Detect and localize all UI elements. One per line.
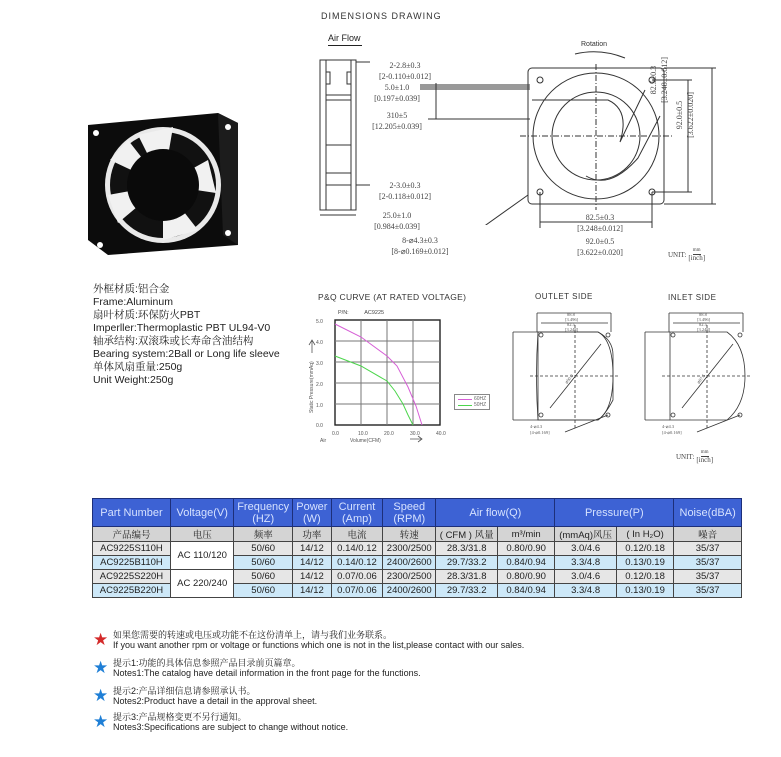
svg-text:2.0: 2.0 [316, 382, 323, 388]
table-row: AC9225B220H 50/60 14/12 0.07/0.06 2400/2600 29.7/33.2 0.84/0.94 3.3/4.8 0.13/0.19 35/37 [93, 584, 742, 598]
note-contact: ★ 如果您需要的转速或电压或功能不在这份清单上，请与我们业务联系。 If you want another rpm or voltage or functions which one is not in the list,please contact with our sales. [93, 630, 525, 650]
spec-table [92, 498, 742, 598]
svg-text:30.0: 30.0 [410, 431, 420, 437]
header-frequency: Frequency (HZ) [234, 499, 292, 527]
svg-text:40.0: 40.0 [436, 431, 446, 437]
dim-side-5: 25.0±1.0 [0.984±0.039] [374, 211, 420, 231]
outlet-side-title: OUTLET SIDE [535, 292, 593, 301]
header-airflow: Air flow(Q) [436, 499, 555, 527]
svg-text:0.0: 0.0 [332, 431, 339, 437]
y-arrow-icon [309, 340, 315, 353]
pq-chart-title: P&Q CURVE (AT RATED VOLTAGE) [318, 292, 467, 302]
table-row: AC9225S220H AC 220/240 50/60 14/12 0.07/0.06 2300/2500 28.3/31.8 0.80/0.90 3.0/4.6 0.12/0.18 35/37 [93, 570, 742, 584]
svg-text:4-⌀4.3: 4-⌀4.3 [530, 424, 543, 429]
inlet-side-title: INLET SIDE [668, 293, 717, 302]
svg-text:88.8: 88.8 [567, 312, 575, 317]
svg-text:0.0: 0.0 [316, 423, 323, 429]
note-2: ★ 提示2:产品详细信息请参照承认书。 Notes2:Product have a detail in the approval sheet. [93, 686, 318, 706]
header-power: Power (W) [292, 499, 331, 527]
note-3: ★ 提示3:产品规格变更不另行通知。 Notes3:Specifications are subject to change without notice. [93, 712, 349, 732]
header-current: Current (Amp) [331, 499, 382, 527]
dim-front-outer-h: 92.0±0.5 [3.622±0.020] [577, 237, 623, 257]
table-row: AC9225S110H AC 110/120 50/60 14/12 0.14/0.12 2300/2500 28.3/31.8 0.80/0.90 3.0/4.6 0.12/0.18 35/37 [93, 542, 742, 556]
dim-front-hole-h: 82.5±0.3 [3.248±0.012] [577, 213, 623, 233]
rotation-label: Rotation [581, 41, 608, 48]
dim-side-2: 5.0±1.0 [0.197±0.039] [374, 83, 420, 103]
star-icon: ★ [93, 658, 109, 677]
legend-swatch-60hz [458, 399, 472, 400]
unit-label-inlet: UNIT: mm [inch] [676, 450, 714, 464]
dim-front-hole-v: 82.5±0.3 [3.248±0.012] [649, 57, 669, 103]
y-tick: 5.0 [316, 319, 323, 325]
svg-text:88.8: 88.8 [699, 312, 707, 317]
svg-text:[4-⌀0.169]: [4-⌀0.169] [662, 430, 682, 435]
svg-text:[4-⌀0.169]: [4-⌀0.169] [530, 430, 550, 435]
svg-text:4.0: 4.0 [316, 340, 323, 346]
header-pressure: Pressure(P) [555, 499, 674, 527]
header-speed: Speed (RPM) [383, 499, 436, 527]
pq-chart [305, 315, 465, 445]
svg-text:3.0: 3.0 [316, 361, 323, 367]
header-part-number: Part Number [93, 499, 171, 527]
svg-text:[3.248]: [3.248] [697, 327, 711, 332]
star-icon: ★ [93, 712, 109, 731]
svg-text:1.0: 1.0 [316, 403, 323, 409]
dim-side-6: 8-⌀4.3±0.3 [8-⌀0.169±0.012] [391, 236, 449, 256]
table-subheader-row: 产品编号 电压 频率 功率 电流 转速 ( CFM ) 风量 m³/min (mmAq)风压 ( In H₂O) 噪音 [93, 527, 742, 542]
svg-text:[3.496]: [3.496] [565, 317, 579, 322]
outlet-side-drawing [505, 310, 625, 440]
front-view-drawing [520, 50, 730, 230]
svg-text:82.5: 82.5 [699, 322, 707, 327]
table-header-row [93, 499, 742, 527]
chart-legend: 60HZ 50HZ [454, 394, 490, 410]
pq-chart-pn: P/N: AC9225 [338, 310, 385, 316]
dim-side-4: 2-3.0±0.3 [2-0.118±0.012] [378, 181, 432, 201]
air-flow-arrow-icon [328, 45, 362, 46]
star-icon: ★ [93, 630, 109, 649]
voltage-group: AC 220/240 [170, 570, 234, 598]
svg-text:82.5: 82.5 [567, 322, 575, 327]
svg-text:20.0: 20.0 [384, 431, 394, 437]
header-voltage: Voltage(V) [170, 499, 234, 527]
note-1: ★ 提示1:功能的具体信息参照产品目录前页篇章。 Notes1:The catalog have detail information in the front page for the functions. [93, 658, 421, 678]
svg-text:[3.496]: [3.496] [697, 317, 711, 322]
material-specs: 外框材质:铝合金 Frame:Aluminum 扇叶材质:环保防火PBT Imperller:Thermoplastic PBT UL94-V0 轴承结构:双滚珠或长寿命含油结构 Bearing system:2Ball or Long life sleeve 单体风扇重量:250g Unit Weight:250g [93, 283, 280, 386]
header-noise: Noise(dBA) [674, 499, 742, 527]
drawing-title: DIMENSIONS DRAWING [321, 11, 442, 21]
dim-front-outer-v: 92.0±0.5 [3.622±0.020] [675, 92, 695, 138]
dim-side-1: 2-2.8±0.3 [2-0.110±0.012] [378, 61, 432, 81]
svg-text:⌀90.0: ⌀90.0 [563, 373, 575, 385]
unit-label-main: UNIT: mm [inch] [668, 248, 706, 262]
svg-text:4-⌀4.3: 4-⌀4.3 [662, 424, 675, 429]
air-flow-label: Air Flow [328, 33, 362, 46]
table-row: AC9225B110H 50/60 14/12 0.14/0.12 2400/2600 29.7/33.2 0.84/0.94 3.3/4.8 0.13/0.19 35/37 [93, 556, 742, 570]
svg-text:Volume(CFM): Volume(CFM) [350, 438, 381, 444]
series-60hz [335, 324, 422, 425]
voltage-group: AC 110/120 [170, 542, 234, 570]
star-icon: ★ [93, 686, 109, 705]
svg-text:10.0: 10.0 [358, 431, 368, 437]
dim-side-3: 310±5 [12.205±0.039] [372, 111, 422, 131]
inlet-side-drawing [637, 310, 757, 440]
svg-text:Air: Air [320, 438, 327, 444]
series-50hz [335, 356, 413, 425]
legend-swatch-50hz [458, 405, 472, 406]
svg-text:⌀87.5: ⌀87.5 [695, 373, 707, 385]
svg-text:Static Pressure(mmAq): Static Pressure(mmAq) [309, 361, 315, 413]
product-photo [78, 105, 258, 255]
svg-text:[3.248]: [3.248] [565, 327, 579, 332]
